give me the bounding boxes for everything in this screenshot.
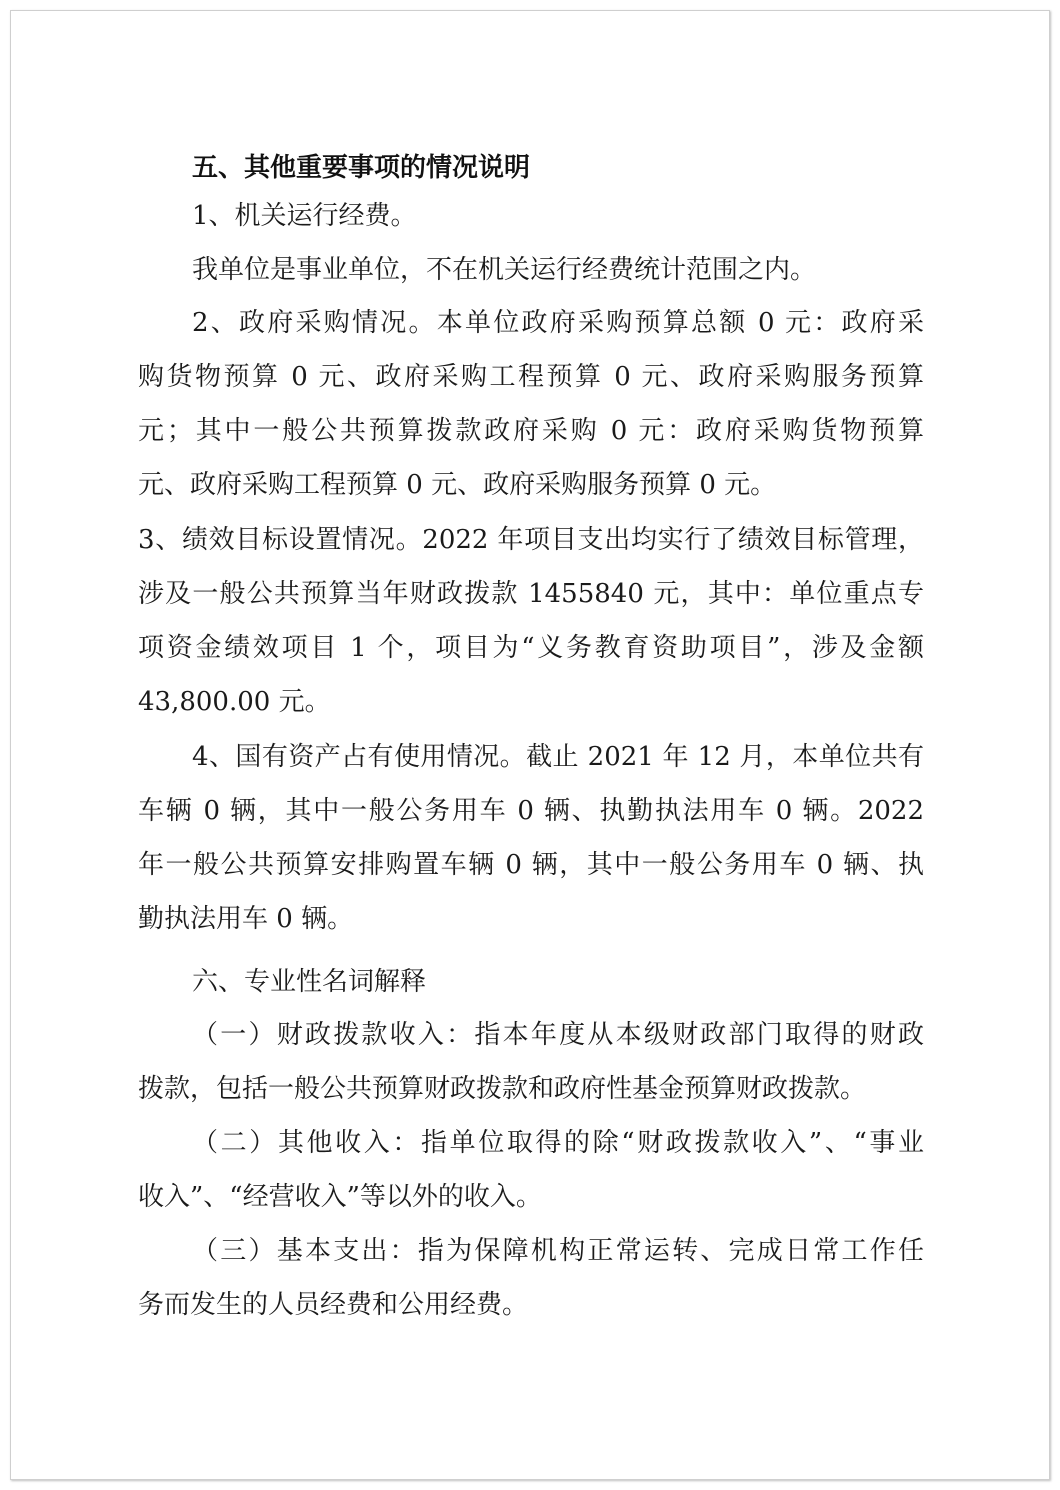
item3-line-1: 3、绩效目标设置情况。2022 年项目支出均实行了绩效目标管理， bbox=[138, 525, 924, 555]
item3-line-3: 项资金绩效项目 1 个，项目为“义务教育资助项目”，涉及金额 bbox=[138, 633, 924, 663]
term1-line-2: 拨款，包括一般公共预算财政拨款和政府性基金预算财政拨款。 bbox=[138, 1074, 867, 1104]
item3-line-2: 涉及一般公共预算当年财政拨款 1455840 元，其中：单位重点专 bbox=[138, 579, 924, 609]
item2-line-1: 2、政府采购情况。本单位政府采购预算总额 0 元：政府采 bbox=[192, 308, 924, 338]
item3-line-4: 43,800.00 元。 bbox=[138, 687, 331, 717]
item2-line-2: 购货物预算 0 元、政府采购工程预算 0 元、政府采购服务预算 bbox=[138, 362, 924, 392]
item4-line-2: 车辆 0 辆，其中一般公务用车 0 辆、执勤执法用车 0 辆。2022 bbox=[138, 796, 924, 826]
section5-heading: 五、其他重要事项的情况说明 bbox=[192, 153, 531, 183]
item4-line-4: 勤执法用车 0 辆。 bbox=[138, 904, 354, 934]
item2-line-4: 元、政府采购工程预算 0 元、政府采购服务预算 0 元。 bbox=[138, 470, 777, 500]
item2-line-3: 元；其中一般公共预算拨款政府采购 0 元：政府采购货物预算 bbox=[138, 416, 924, 446]
term3-line-1: （三）基本支出：指为保障机构正常运转、完成日常工作任 bbox=[192, 1236, 924, 1266]
item1-body: 我单位是事业单位，不在机关运行经费统计范围之内。 bbox=[192, 255, 817, 285]
term3-line-2: 务而发生的人员经费和公用经费。 bbox=[138, 1290, 529, 1320]
section6-heading: 六、专业性名词解释 bbox=[192, 967, 427, 997]
term1-line-1: （一）财政拨款收入：指本年度从本级财政部门取得的财政 bbox=[192, 1020, 924, 1050]
item4-line-3: 年一般公共预算安排购置车辆 0 辆，其中一般公务用车 0 辆、执 bbox=[138, 850, 924, 880]
term2-line-2: 收入”、“经营收入”等以外的收入。 bbox=[138, 1182, 542, 1212]
item1-title: 1、机关运行经费。 bbox=[192, 201, 417, 231]
term2-line-1: （二）其他收入：指单位取得的除“财政拨款收入”、“事业 bbox=[192, 1128, 924, 1158]
item4-line-1: 4、国有资产占有使用情况。截止 2021 年 12 月，本单位共有 bbox=[192, 742, 924, 772]
